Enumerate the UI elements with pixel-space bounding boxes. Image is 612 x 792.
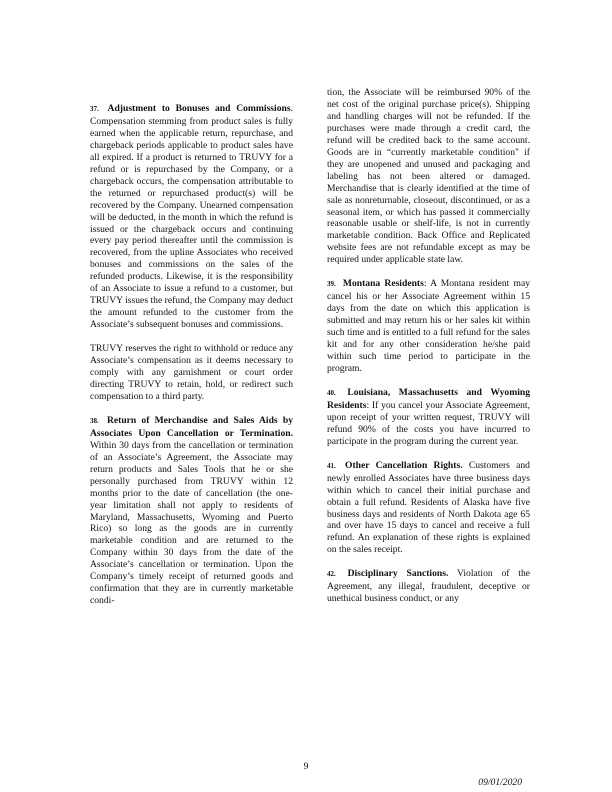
- section-42: [327, 568, 530, 605]
- section-heading: Montana Residents: [342, 278, 424, 290]
- section-number: 40.: [327, 388, 336, 397]
- section-heading: Louisiana, Massachusetts and Wyoming Residents: [327, 386, 530, 411]
- section-41: [327, 460, 530, 557]
- section-heading: Other Cancellation Rights.: [345, 459, 463, 471]
- section-heading: Return of Merchandise and Sales Aids by Associates Upon Cancellation or Termination.: [90, 414, 293, 439]
- section-40: [327, 387, 530, 448]
- section-number: 42.: [327, 570, 336, 579]
- left-column: [90, 103, 293, 619]
- paragraph-truvy-reserves: TRUVY reserves the right to withhold or reduce any Associate’s compensation as it deems necessary to comply with any garnishment or court order directing TRUVY to retain, hold, or redirect such compensation to a third party.: [90, 343, 293, 402]
- section-number: 37.: [90, 105, 99, 113]
- section-number: 39.: [327, 280, 336, 289]
- section-body: : A Montana resident may cancel his or her Associate Agreement within 15 days from the date on which this application is submitted and may return his or her sales kit within such time and is entitled to a full refund for the sales kit and for any other consideration he/she paid within such time period to participate in the program.: [327, 278, 531, 374]
- section-39: [327, 278, 530, 375]
- page-number: 9: [303, 761, 309, 772]
- section-heading: Disciplinary Sanctions.: [347, 568, 449, 580]
- section-heading: Adjustment to Bonuses and Commissions: [107, 103, 291, 114]
- section-38-continued: tion, the Associate will be reimbursed 90% of the net cost of the original purchase price(s). Shipping and handling charges will not be refunded. If the purchases were made through a credit card, the refund will be credited back to the same account. Goods are in “currently marketable condition" if they are unopened and unused and packaging and labeling has not been altered or damaged. Merchandise that is clearly identified at the time of sale as nonreturnable, closeout, discontinued, or as a seasonal item, or which has passed it commercially reasonable usable or shelf-life, is not in currently marketable condition. Back Office and Replicated website fees are not refundable except as may be required under applicable state law.: [327, 87, 530, 266]
- section-body: Violation of the Agreement, any illegal, fraudulent, deceptive or unethical business conduct, or any: [327, 568, 531, 605]
- right-column: [327, 87, 530, 617]
- revision-date: 09/01/2020: [478, 777, 522, 788]
- section-number: 41.: [327, 461, 336, 470]
- section-37: [90, 103, 293, 331]
- section-body: Customers and newly enrolled Associates have three business days within which to cancel their initial purchase and obtain a full refund. Residents of Alaska have five business days and residents of North Dakota age 65 and over have 15 days to cancel and receive a full refund. An explanation of these rights is explained on the sales receipt.: [327, 459, 530, 556]
- section-number: 38.: [90, 416, 99, 425]
- section-body: . Compensation stemming from product sales is fully earned when the applicable return, repurchase, and chargeback periods applicable to product sales have all expired. If a product is returned to TRUVY for a refund or is repurchased by the Company, or a chargeback occurs, the compensation attributable to the returned or repurchased product(s) will be recovered by the Company. Unearned compensation will be deducted, in the month in which the refund is issued or the chargeback occurs and continuing every pay period thereafter until the commission is recovered, from the upline Associates who received bonuses and commissions on the sales of the refunded products. Likewise, it is the responsibility of an Associate to issue a refund to a customer, but TRUVY issues the refund, the Company may deduct the amount refunded to the customer from the Associate’s subsequent bonuses and commissions.: [90, 103, 293, 331]
- section-body: Within 30 days from the cancellation or termination of an Associate’s Agreement, the Associate may return products and Sales Tools that he or she personally purchased from TRUVY within 12 months prior to the date of cancellation (the one-year limitation shall not apply to residents of Maryland, Massachusetts, Wyoming and Puerto Rico) so long as the goods are in currently marketable condition and are returned to the Company within 30 days from the date of the Associate’s cancellation or termination. Upon the Company’s timely receipt of returned goods and confirmation that they are in currently marketable condi-: [90, 439, 293, 607]
- section-38: [90, 415, 293, 607]
- section-body: : If you cancel your Associate Agreement, upon receipt of your written request, TRUVY will refund 90% of the costs you have incurred to participate in the program during the current year.: [327, 399, 530, 447]
